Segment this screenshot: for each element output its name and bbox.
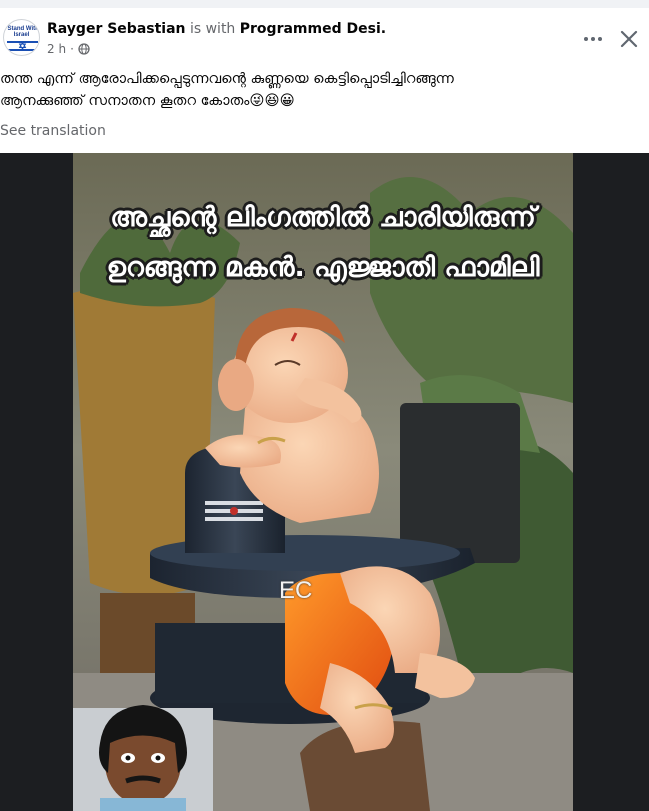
globe-icon[interactable]: [78, 43, 90, 55]
post-header: [0, 8, 649, 66]
post-title-line: [47, 21, 386, 37]
see-translation-link[interactable]: See translation: [0, 123, 106, 139]
close-icon[interactable]: [619, 29, 639, 49]
top-strip: [0, 0, 649, 8]
post-time[interactable]: 2 h: [47, 42, 67, 56]
caption-line-2: ആനക്കുഞ്ഞ് സനാതന കൂതറ കോതം😜😆😀: [0, 93, 295, 109]
caption-line-1: തന്ത എന്ന് ആരോപിക്കപ്പെടുന്നവന്റെ കുണ്ണയെ കെട്ടിപ്പൊടിച്ചിറങ്ങുന്ന: [0, 71, 454, 87]
author-name[interactable]: Rayger Sebastian: [47, 21, 186, 37]
group-name[interactable]: Programmed Desi.: [239, 21, 387, 37]
post-caption: [0, 68, 600, 112]
avatar-text: I Stand With Israel: [4, 26, 39, 38]
meme-text-line-2: ഉറങ്ങുന്ന മകൻ. എജ്ജാതി ഫാമിലി: [106, 252, 540, 283]
post-image[interactable]: [0, 153, 649, 811]
meme-text-line-1: അച്ഛന്റെ ലിംഗത്തിൽ ചാരിയിരുന്ന്: [110, 202, 536, 233]
post-meta: 2 h ·: [47, 42, 90, 56]
watermark-text: EC: [279, 577, 313, 604]
with-text: is with: [189, 21, 236, 37]
more-dots-icon[interactable]: [581, 31, 605, 47]
avatar[interactable]: [3, 19, 40, 56]
